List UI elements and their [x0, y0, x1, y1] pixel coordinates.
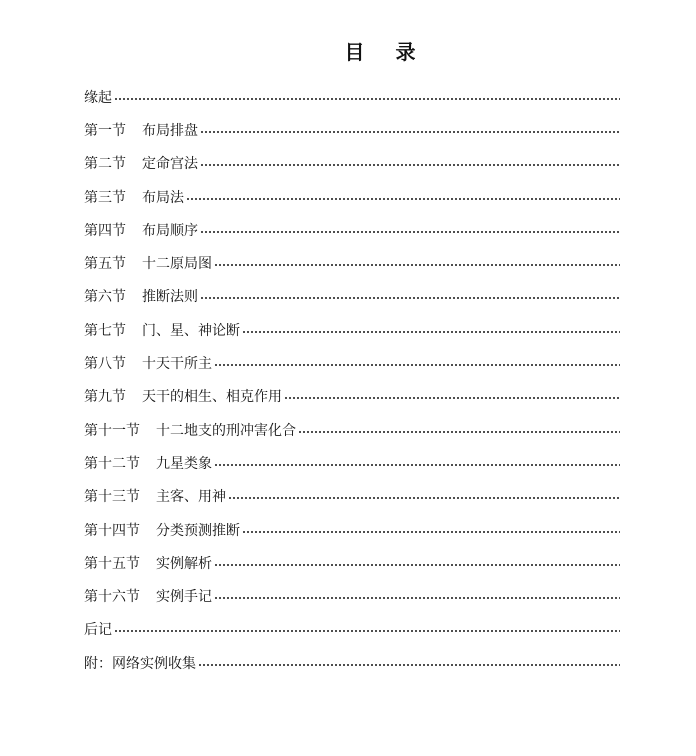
toc-entry[interactable] [84, 446, 620, 479]
toc-section-number: 第十二节 [84, 455, 140, 472]
dot-leader [214, 464, 620, 466]
toc-entry[interactable] [84, 613, 620, 646]
toc-entry-title: 缘起 [84, 89, 112, 106]
toc-entry-title: 主客、用神 [156, 489, 226, 506]
toc-entry[interactable] [84, 413, 620, 446]
dot-leader [284, 397, 620, 399]
page-title: 目 录 [344, 40, 428, 64]
toc-entry[interactable] [84, 246, 620, 279]
dot-leader [214, 597, 620, 599]
toc-section-number: 第十五节 [84, 555, 140, 572]
toc-entry[interactable] [84, 513, 620, 546]
toc-entry-title: 九星类象 [156, 455, 212, 472]
toc-entry-title: 分类预测推断 [156, 522, 240, 539]
toc-entry-title: 布局顺序 [142, 222, 198, 239]
toc-section-number: 第十三节 [84, 489, 140, 506]
dot-leader [214, 364, 620, 366]
toc-section-number: 第三节 [84, 189, 126, 206]
toc-section-number: 第八节 [84, 356, 126, 373]
dot-leader [214, 564, 620, 566]
toc-entry[interactable] [84, 80, 620, 113]
dot-leader [242, 531, 620, 533]
dot-leader [200, 297, 620, 299]
toc-entry[interactable] [84, 180, 620, 213]
dot-leader [200, 231, 620, 233]
toc-entry-title: 定命宫法 [142, 156, 198, 173]
toc-section-number: 第七节 [84, 322, 126, 339]
toc-section-number: 第六节 [84, 289, 126, 306]
toc-entry-title: 十天干所主 [142, 356, 212, 373]
toc-section-number: 第四节 [84, 222, 126, 239]
toc-section-number: 第一节 [84, 122, 126, 139]
toc-entry[interactable] [84, 213, 620, 246]
toc-section-number: 第十四节 [84, 522, 140, 539]
toc-entry-title: 天干的相生、相克作用 [142, 389, 282, 406]
toc-entry-title: 布局排盘 [142, 122, 198, 139]
toc-entry-title: 布局法 [142, 189, 184, 206]
toc-section-number: 第五节 [84, 256, 126, 273]
dot-leader [214, 264, 620, 266]
dot-leader [298, 431, 620, 433]
toc-section-number: 第二节 [84, 156, 126, 173]
toc-section-number: 第九节 [84, 389, 126, 406]
toc-section-number: 第十一节 [84, 422, 140, 439]
dot-leader [186, 198, 620, 200]
toc-entry[interactable] [84, 480, 620, 513]
toc-entry[interactable] [84, 346, 620, 379]
toc-entry[interactable] [84, 579, 620, 612]
dot-leader [200, 131, 620, 133]
toc-entry-title: 实例解析 [156, 555, 212, 572]
toc-entry[interactable] [84, 280, 620, 313]
dot-leader [114, 98, 620, 100]
toc-entry-title: 后记 [84, 622, 112, 639]
toc-entry-title: 推断法则 [142, 289, 198, 306]
toc-entry-title: 十二原局图 [142, 256, 212, 273]
toc-entry[interactable] [84, 646, 620, 679]
dot-leader [198, 664, 620, 666]
toc-entry[interactable] [84, 113, 620, 146]
dot-leader [200, 164, 620, 166]
toc-entry[interactable] [84, 546, 620, 579]
toc-entry-title: 实例手记 [156, 589, 212, 606]
toc-section-number: 第十六节 [84, 589, 140, 606]
toc-entry-title: 十二地支的刑冲害化合 [156, 422, 296, 439]
dot-leader [114, 630, 620, 632]
dot-leader [228, 497, 620, 499]
dot-leader [242, 331, 620, 333]
toc-entry[interactable] [84, 313, 620, 346]
toc-entry-title: 附：网络实例收集 [84, 655, 196, 672]
toc-entry[interactable] [84, 380, 620, 413]
toc-entry[interactable] [84, 147, 620, 180]
table-of-contents [84, 80, 620, 679]
toc-entry-title: 门、星、神论断 [142, 322, 240, 339]
